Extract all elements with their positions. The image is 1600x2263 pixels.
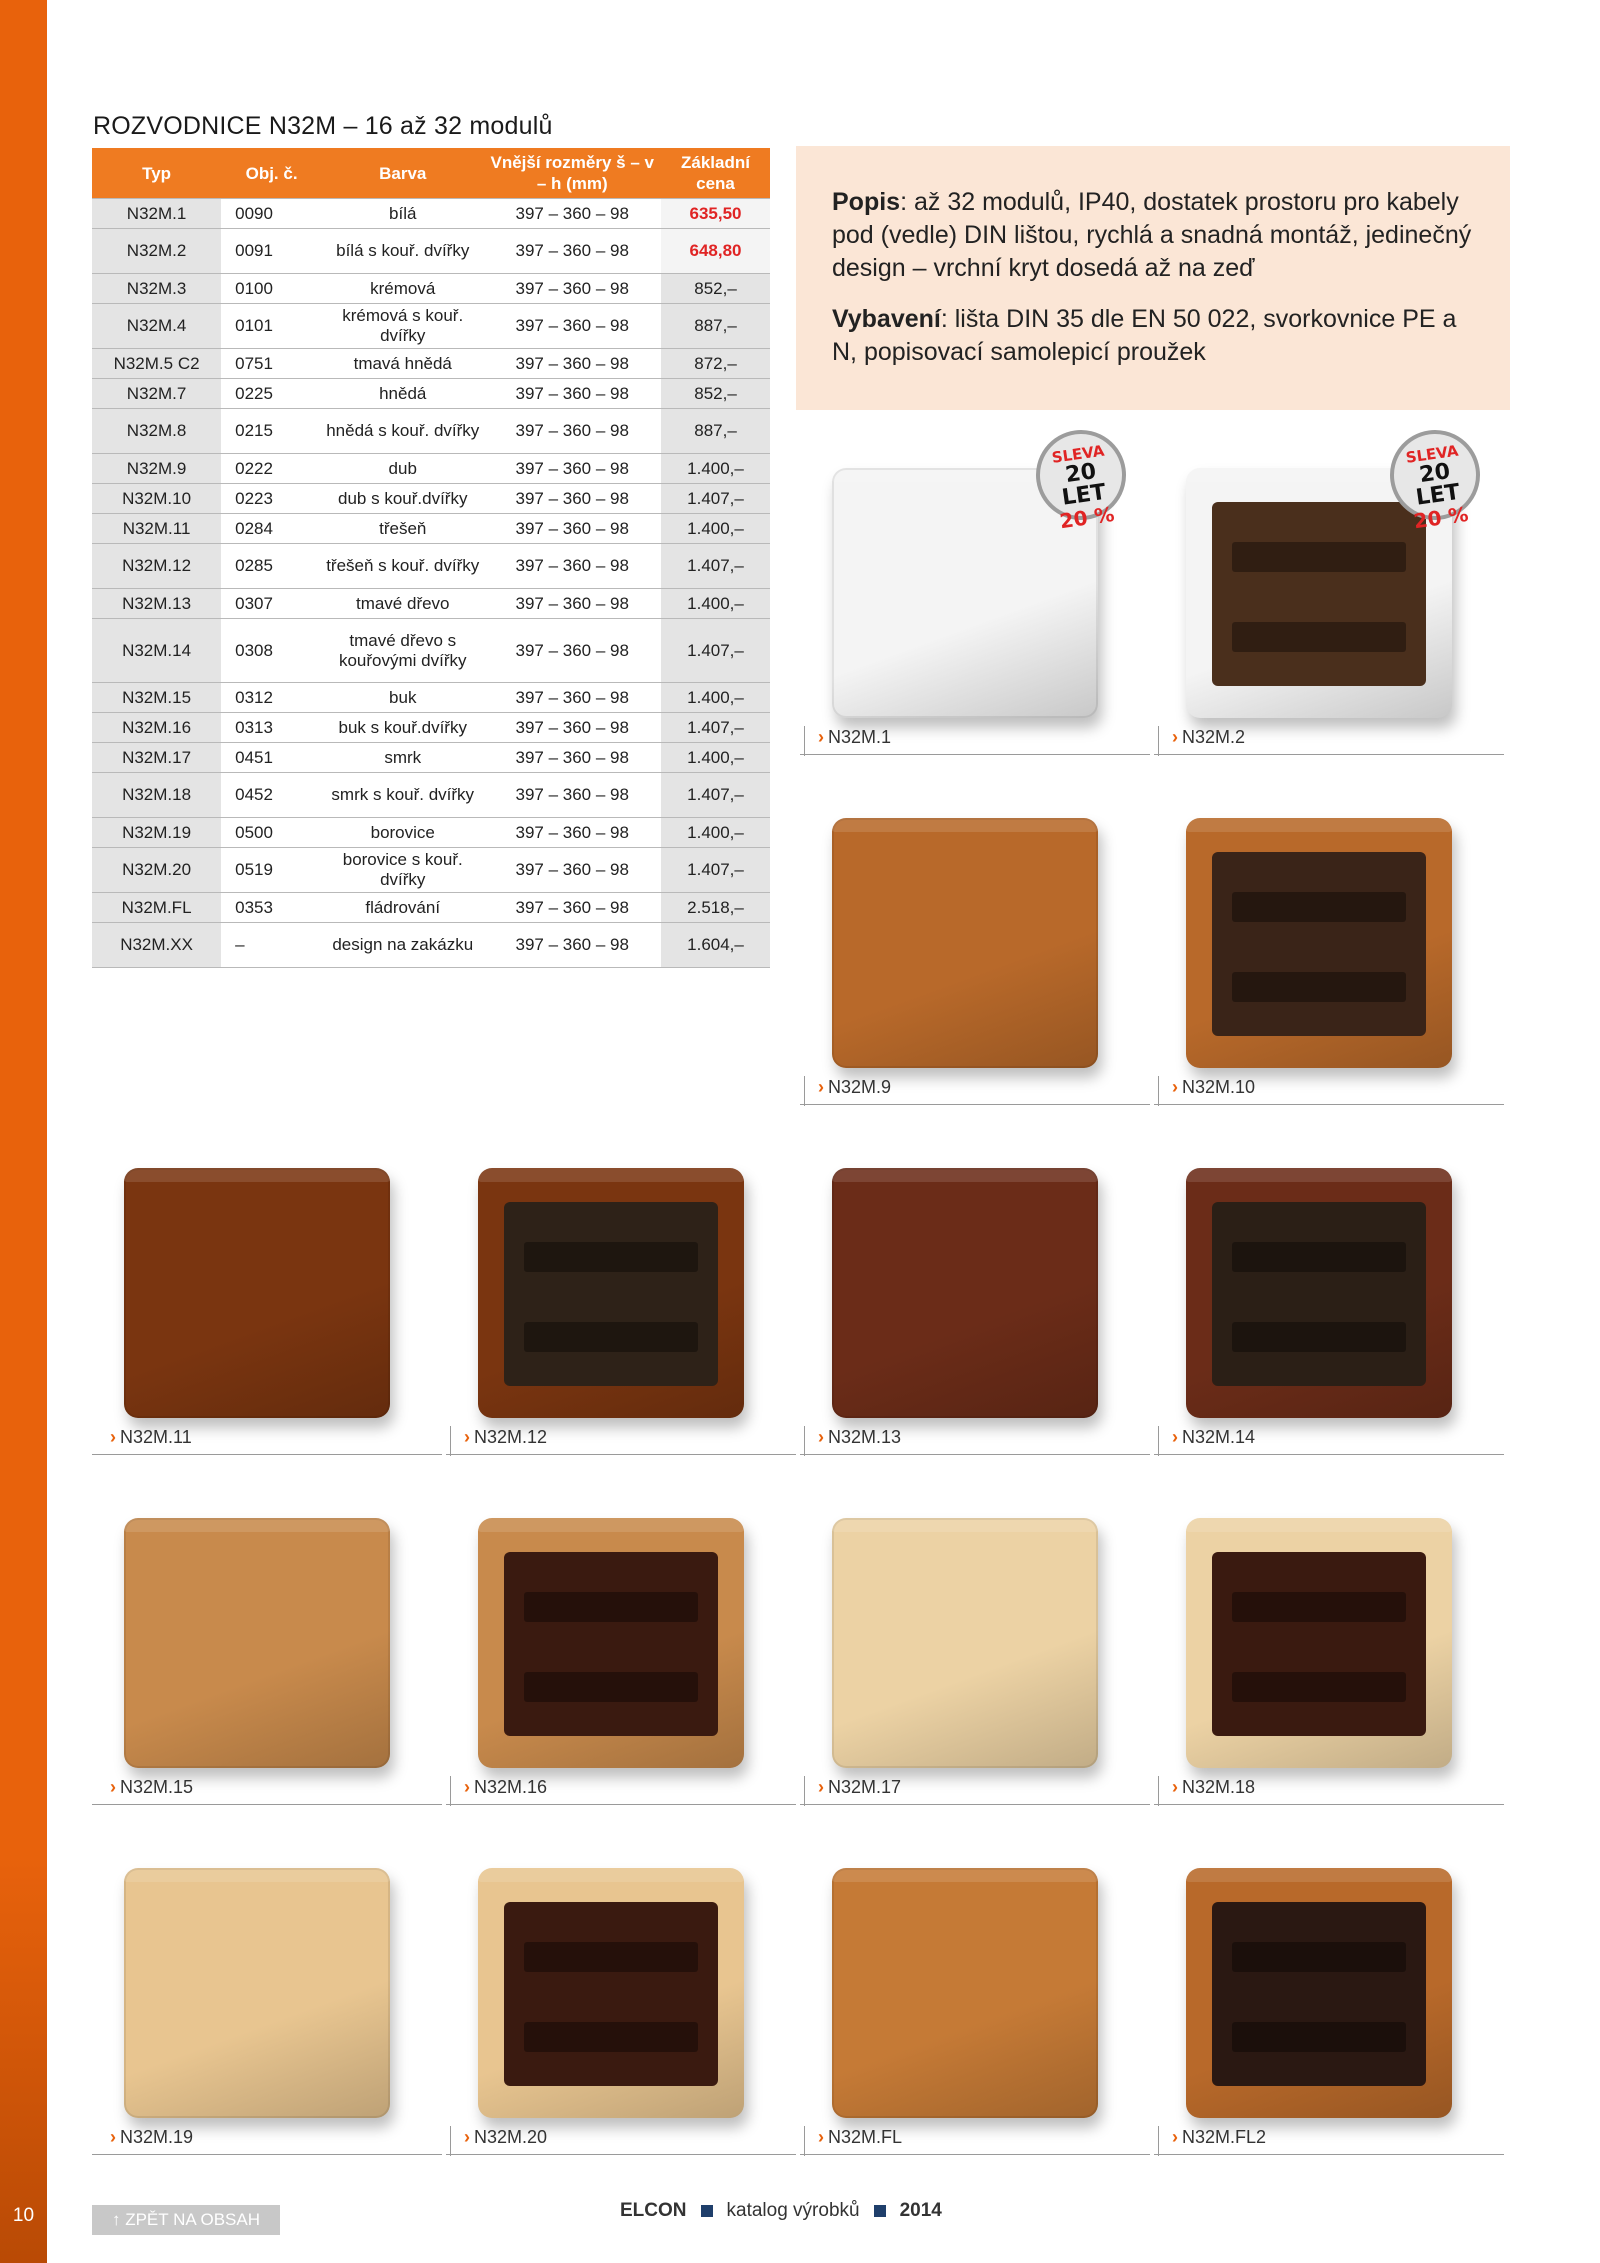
table-row (92, 229, 770, 274)
chevron-right-icon: › (110, 1427, 116, 1447)
cell-barva: borovice (322, 818, 483, 848)
chevron-right-icon: › (818, 727, 824, 747)
module-slot (1232, 1242, 1406, 1272)
cell-obj: 0500 (221, 818, 322, 848)
smoked-door (1212, 1902, 1426, 2086)
product-label: N32M.12 (474, 1427, 548, 1447)
table-row (92, 484, 770, 514)
product-card (1154, 441, 1504, 770)
cell-typ: N32M.9 (92, 454, 221, 484)
cell-typ: N32M.12 (92, 544, 221, 589)
cell-typ: N32M.18 (92, 773, 221, 818)
cell-cena: 1.400,– (661, 683, 770, 713)
table-row (92, 713, 770, 743)
table-row (92, 893, 770, 923)
product-caption (800, 1420, 1150, 1455)
module-slot (524, 2022, 698, 2052)
square-bullet-icon (701, 2205, 713, 2217)
cell-typ: N32M.11 (92, 514, 221, 544)
table-row (92, 454, 770, 484)
distribution-box-image (124, 1518, 390, 1768)
product-card (92, 1850, 442, 2170)
table-row (92, 304, 770, 349)
product-card (800, 800, 1150, 1120)
caption-divider (804, 1076, 805, 1106)
product-label: N32M.18 (1182, 1777, 1256, 1797)
caption-divider (450, 2126, 451, 2156)
module-slot (1232, 892, 1406, 922)
cell-obj: 0100 (221, 274, 322, 304)
product-label: N32M.20 (474, 2127, 548, 2147)
cell-obj: 0452 (221, 773, 322, 818)
badge-text: 20 % (1412, 501, 1470, 534)
cell-rozmery: 397 – 360 – 98 (483, 409, 661, 454)
cell-typ: N32M.10 (92, 484, 221, 514)
cell-rozmery: 397 – 360 – 98 (483, 619, 661, 683)
cell-typ: N32M.5 C2 (92, 349, 221, 379)
table-row (92, 589, 770, 619)
module-slot (524, 1322, 698, 1352)
cell-typ: N32M.7 (92, 379, 221, 409)
box-top-edge (478, 1868, 744, 1882)
cell-barva: třešeň (322, 514, 483, 544)
product-label: N32M.13 (828, 1427, 902, 1447)
chevron-right-icon: › (818, 1077, 824, 1097)
cell-rozmery: 397 – 360 – 98 (483, 349, 661, 379)
product-caption (800, 1070, 1150, 1105)
product-caption (446, 1420, 796, 1455)
cell-barva: třešeň s kouř. dvířky (322, 544, 483, 589)
caption-divider (1158, 726, 1159, 756)
product-label: N32M.16 (474, 1777, 548, 1797)
cell-cena: 887,– (661, 409, 770, 454)
cell-cena: 1.407,– (661, 848, 770, 893)
table-row (92, 379, 770, 409)
cell-barva: fládrování (322, 893, 483, 923)
chevron-right-icon: › (110, 1777, 116, 1797)
box-top-edge (478, 1518, 744, 1532)
header-obj: Obj. č. (221, 148, 322, 199)
cell-barva: tmavé dřevo (322, 589, 483, 619)
distribution-box-image (478, 1518, 744, 1768)
description-box (796, 146, 1510, 410)
cell-cena: 852,– (661, 379, 770, 409)
cell-barva: buk s kouř.dvířky (322, 713, 483, 743)
product-caption (1154, 1420, 1504, 1455)
badge-text: SLEVA (1050, 441, 1106, 467)
product-caption (446, 1770, 796, 1805)
product-card (800, 1150, 1150, 1470)
cell-obj: 0312 (221, 683, 322, 713)
cell-cena: 1.400,– (661, 743, 770, 773)
product-label: N32M.15 (120, 1777, 194, 1797)
caption-divider (1158, 1426, 1159, 1456)
distribution-box-image (832, 1868, 1098, 2118)
distribution-box-image (832, 1518, 1098, 1768)
product-card (800, 441, 1150, 770)
cell-rozmery: 397 – 360 – 98 (483, 893, 661, 923)
distribution-box-image (478, 1868, 744, 2118)
popis-paragraph (832, 186, 1474, 285)
cell-obj: 0090 (221, 199, 322, 229)
header-rozmery: Vnější rozměry š – v – h (mm) (483, 148, 661, 199)
box-top-edge (124, 1868, 390, 1882)
cell-barva: smrk (322, 743, 483, 773)
cell-typ: N32M.1 (92, 199, 221, 229)
module-slot (1232, 2022, 1406, 2052)
square-bullet-icon (874, 2205, 886, 2217)
product-caption (1154, 2120, 1504, 2155)
product-caption (92, 2120, 442, 2155)
caption-divider (804, 726, 805, 756)
product-label: N32M.17 (828, 1777, 902, 1797)
cell-cena: 635,50 (661, 199, 770, 229)
cell-rozmery: 397 – 360 – 98 (483, 589, 661, 619)
cell-cena: 852,– (661, 274, 770, 304)
cell-obj: 0313 (221, 713, 322, 743)
box-top-edge (124, 1168, 390, 1182)
header-typ: Typ (92, 148, 221, 199)
cell-obj: 0091 (221, 229, 322, 274)
cell-cena: 1.407,– (661, 619, 770, 683)
product-card (1154, 1150, 1504, 1470)
table-row (92, 544, 770, 589)
product-caption (800, 2120, 1150, 2155)
cell-cena: 1.400,– (661, 454, 770, 484)
chevron-right-icon: › (1172, 727, 1178, 747)
box-top-edge (1186, 1868, 1452, 1882)
cell-obj: 0215 (221, 409, 322, 454)
cell-cena: 1.400,– (661, 818, 770, 848)
cell-rozmery: 397 – 360 – 98 (483, 683, 661, 713)
cell-obj: 0222 (221, 454, 322, 484)
product-caption (1154, 720, 1504, 755)
cell-typ: N32M.15 (92, 683, 221, 713)
chevron-right-icon: › (818, 1777, 824, 1797)
product-card (1154, 1500, 1504, 1820)
product-card (446, 1150, 796, 1470)
chevron-right-icon: › (818, 1427, 824, 1447)
product-caption (92, 1770, 442, 1805)
table-row (92, 199, 770, 229)
cell-barva: hnědá s kouř. dvířky (322, 409, 483, 454)
cell-barva: borovice s kouř. dvířky (322, 848, 483, 893)
module-slot (1232, 1322, 1406, 1352)
module-slot (1232, 972, 1406, 1002)
cell-rozmery: 397 – 360 – 98 (483, 848, 661, 893)
cell-cena: 648,80 (661, 229, 770, 274)
cell-cena: 1.407,– (661, 484, 770, 514)
product-label: N32M.1 (828, 727, 892, 747)
cell-rozmery: 397 – 360 – 98 (483, 514, 661, 544)
box-top-edge (832, 818, 1098, 832)
caption-divider (804, 1776, 805, 1806)
vybaveni-paragraph (832, 303, 1474, 369)
cell-rozmery: 397 – 360 – 98 (483, 923, 661, 968)
cell-barva: krémová (322, 274, 483, 304)
cell-typ: N32M.19 (92, 818, 221, 848)
module-slot (1232, 622, 1406, 652)
chevron-right-icon: › (1172, 2127, 1178, 2147)
chevron-right-icon: › (1172, 1777, 1178, 1797)
table-row (92, 349, 770, 379)
header-barva: Barva (322, 148, 483, 199)
box-top-edge (124, 1518, 390, 1532)
cell-cena: 1.400,– (661, 514, 770, 544)
cell-barva: dub s kouř.dvířky (322, 484, 483, 514)
page-title: ROZVODNICE N32M – 16 až 32 modulů (93, 112, 553, 140)
cell-obj: 0285 (221, 544, 322, 589)
product-caption (446, 2120, 796, 2155)
cell-typ: N32M.2 (92, 229, 221, 274)
box-top-edge (1186, 1518, 1452, 1532)
table-row (92, 683, 770, 713)
cell-rozmery: 397 – 360 – 98 (483, 199, 661, 229)
cell-rozmery: 397 – 360 – 98 (483, 818, 661, 848)
cell-rozmery: 397 – 360 – 98 (483, 229, 661, 274)
cell-barva: dub (322, 454, 483, 484)
table-row (92, 619, 770, 683)
smoked-door (504, 1902, 718, 2086)
cell-typ: N32M.FL (92, 893, 221, 923)
module-slot (1232, 542, 1406, 572)
footer-brand: ELCON (620, 2200, 687, 2221)
cell-rozmery: 397 – 360 – 98 (483, 713, 661, 743)
discount-badge (1030, 424, 1132, 534)
smoked-door (504, 1552, 718, 1736)
table-row (92, 848, 770, 893)
cell-barva: bílá (322, 199, 483, 229)
product-caption (800, 720, 1150, 755)
cell-obj: – (221, 923, 322, 968)
box-top-edge (832, 1518, 1098, 1532)
table-header-row (92, 148, 770, 199)
cell-barva: bílá s kouř. dvířky (322, 229, 483, 274)
cell-obj: 0353 (221, 893, 322, 923)
popis-text: : až 32 modulů, IP40, dostatek prostoru pro kabely pod (vedle) DIN lištou, rychlá a snadná montáž, jedinečný design – vrchní kryt dosedá až na zeď (832, 188, 1472, 282)
badge-text: 20 % (1058, 501, 1116, 534)
product-label: N32M.10 (1182, 1077, 1256, 1097)
cell-typ: N32M.14 (92, 619, 221, 683)
table-row (92, 274, 770, 304)
badge-text: 20 LET (1414, 459, 1462, 511)
distribution-box-image (1186, 1518, 1452, 1768)
distribution-box-image (1186, 1168, 1452, 1418)
page-number: 10 (12, 2205, 35, 2226)
vybaveni-text: : lišta DIN 35 dle EN 50 022, svorkovnice PE a N, popisovací samolepicí proužek (832, 305, 1457, 366)
product-caption (92, 1420, 442, 1455)
smoked-door (504, 1202, 718, 1386)
cell-cena: 887,– (661, 304, 770, 349)
module-slot (1232, 1592, 1406, 1622)
cell-cena: 1.407,– (661, 544, 770, 589)
module-slot (524, 1242, 698, 1272)
distribution-box-image (124, 1168, 390, 1418)
product-caption (800, 1770, 1150, 1805)
cell-obj: 0307 (221, 589, 322, 619)
cell-cena: 1.400,– (661, 589, 770, 619)
cell-typ: N32M.8 (92, 409, 221, 454)
product-label: N32M.9 (828, 1077, 892, 1097)
cell-obj: 0284 (221, 514, 322, 544)
caption-divider (450, 1426, 451, 1456)
chevron-right-icon: › (464, 1777, 470, 1797)
cell-cena: 1.407,– (661, 713, 770, 743)
cell-barva: design na zakázku (322, 923, 483, 968)
table-row (92, 923, 770, 968)
product-card (446, 1850, 796, 2170)
cell-rozmery: 397 – 360 – 98 (483, 274, 661, 304)
table-row (92, 743, 770, 773)
module-slot (524, 1942, 698, 1972)
smoked-door (1212, 502, 1426, 686)
cell-obj: 0308 (221, 619, 322, 683)
product-label: N32M.FL (828, 2127, 903, 2147)
cell-barva: buk (322, 683, 483, 713)
cell-cena: 872,– (661, 349, 770, 379)
header-cena: Základní cena (661, 148, 770, 199)
cell-typ: N32M.13 (92, 589, 221, 619)
cell-barva: hnědá (322, 379, 483, 409)
box-top-edge (832, 1868, 1098, 1882)
cell-obj: 0751 (221, 349, 322, 379)
box-top-edge (1186, 1168, 1452, 1182)
box-top-edge (832, 1168, 1098, 1182)
product-card (92, 1500, 442, 1820)
product-card (1154, 800, 1504, 1120)
table-row (92, 514, 770, 544)
distribution-box-image (1186, 818, 1452, 1068)
box-top-edge (1186, 818, 1452, 832)
cell-barva: smrk s kouř. dvířky (322, 773, 483, 818)
product-label: N32M.14 (1182, 1427, 1256, 1447)
chevron-right-icon: › (1172, 1427, 1178, 1447)
cell-rozmery: 397 – 360 – 98 (483, 743, 661, 773)
back-to-contents-button[interactable]: ↑ ZPĚT NA OBSAH (92, 2205, 280, 2235)
distribution-box-image (124, 1868, 390, 2118)
discount-badge (1384, 424, 1486, 534)
cell-typ: N32M.4 (92, 304, 221, 349)
cell-obj: 0225 (221, 379, 322, 409)
smoked-door (1212, 1202, 1426, 1386)
distribution-box-image (832, 1168, 1098, 1418)
chevron-right-icon: › (818, 2127, 824, 2147)
popis-label: Popis (832, 188, 901, 216)
table-row (92, 409, 770, 454)
product-card (446, 1500, 796, 1820)
module-slot (1232, 1672, 1406, 1702)
product-card (800, 1500, 1150, 1820)
cell-typ: N32M.16 (92, 713, 221, 743)
chevron-right-icon: › (1172, 1077, 1178, 1097)
distribution-box-image (832, 818, 1098, 1068)
badge-text: SLEVA (1404, 441, 1460, 467)
cell-obj: 0101 (221, 304, 322, 349)
cell-barva: tmavé dřevo s kouřovými dvířky (322, 619, 483, 683)
table-row (92, 818, 770, 848)
caption-divider (450, 1776, 451, 1806)
caption-divider (1158, 1076, 1159, 1106)
cell-obj: 0519 (221, 848, 322, 893)
cell-rozmery: 397 – 360 – 98 (483, 484, 661, 514)
chevron-right-icon: › (110, 2127, 116, 2147)
module-slot (1232, 1942, 1406, 1972)
caption-divider (1158, 2126, 1159, 2156)
cell-typ: N32M.17 (92, 743, 221, 773)
footer-year: 2014 (899, 2200, 942, 2221)
product-card (1154, 1850, 1504, 2170)
product-label: N32M.11 (120, 1427, 192, 1447)
cell-cena: 2.518,– (661, 893, 770, 923)
cell-typ: N32M.XX (92, 923, 221, 968)
cell-rozmery: 397 – 360 – 98 (483, 304, 661, 349)
cell-typ: N32M.3 (92, 274, 221, 304)
cell-typ: N32M.20 (92, 848, 221, 893)
footer-catalog: katalog výrobků (726, 2200, 860, 2221)
cell-barva: krémová s kouř. dvířky (322, 304, 483, 349)
product-card (92, 1150, 442, 1470)
smoked-door (1212, 852, 1426, 1036)
box-top-edge (478, 1168, 744, 1182)
caption-divider (804, 1426, 805, 1456)
table-row (92, 773, 770, 818)
distribution-box-image (1186, 1868, 1452, 2118)
page-footer (620, 2196, 942, 2226)
cell-rozmery: 397 – 360 – 98 (483, 544, 661, 589)
product-card (800, 1850, 1150, 2170)
cell-rozmery: 397 – 360 – 98 (483, 773, 661, 818)
product-label: N32M.19 (120, 2127, 194, 2147)
product-caption (1154, 1070, 1504, 1105)
cell-obj: 0223 (221, 484, 322, 514)
module-slot (524, 1672, 698, 1702)
chevron-right-icon: › (464, 2127, 470, 2147)
caption-divider (1158, 1776, 1159, 1806)
cell-rozmery: 397 – 360 – 98 (483, 379, 661, 409)
cell-rozmery: 397 – 360 – 98 (483, 454, 661, 484)
caption-divider (804, 2126, 805, 2156)
spec-table (92, 148, 770, 968)
product-caption (1154, 1770, 1504, 1805)
cell-barva: tmavá hnědá (322, 349, 483, 379)
product-label: N32M.FL2 (1182, 2127, 1267, 2147)
chevron-right-icon: › (464, 1427, 470, 1447)
module-slot (524, 1592, 698, 1622)
side-accent-bar (0, 0, 47, 2263)
cell-cena: 1.407,– (661, 773, 770, 818)
badge-text: 20 LET (1060, 459, 1108, 511)
product-label: N32M.2 (1182, 727, 1246, 747)
smoked-door (1212, 1552, 1426, 1736)
cell-cena: 1.604,– (661, 923, 770, 968)
distribution-box-image (478, 1168, 744, 1418)
vybaveni-label: Vybavení (832, 305, 941, 333)
cell-obj: 0451 (221, 743, 322, 773)
